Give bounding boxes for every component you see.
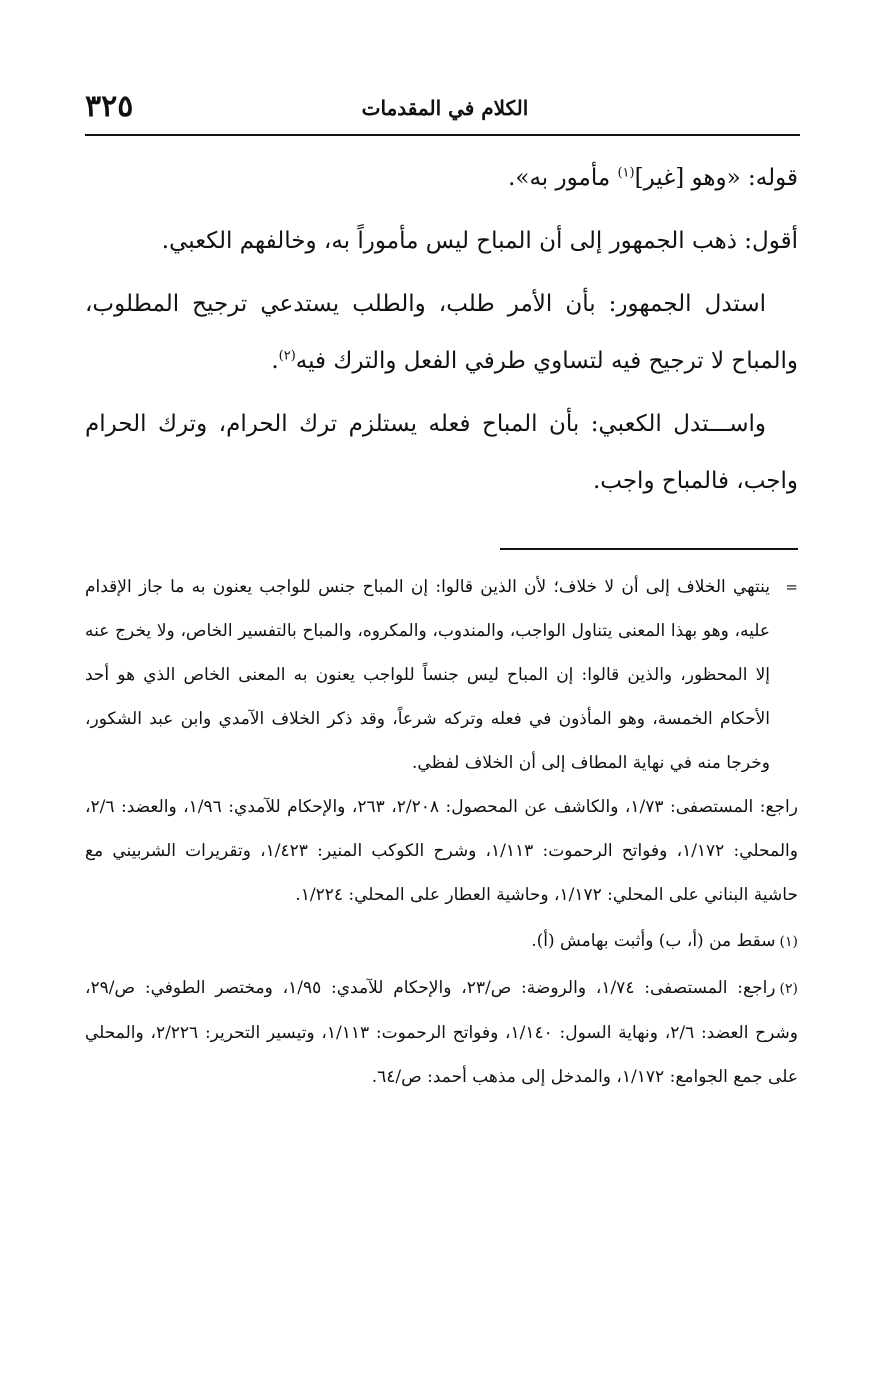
footnotes-section	[85, 565, 798, 1099]
footnote-1-number: (١)	[779, 934, 798, 950]
footnote-separator	[500, 548, 798, 550]
footnote-2	[85, 966, 798, 1099]
continuation-marker: =	[785, 578, 798, 596]
quote-paragraph	[85, 150, 798, 207]
footnote-ref-1: (١)	[617, 165, 635, 181]
footnote-continuation	[85, 565, 798, 785]
footnote-2-text: راجع: المستصفى: ١/٧٤، والروضة: ص/٢٣، والإحكام للآمدي: ١/٩٥، ومختصر الطوفي: ص/٢٩، وشرح العضد: ٢/٦، ونهاية السول: ١/١٤٠، وفواتح الرحموت: ١/١١٣، وتيسير التحرير: ٢/٢٢٦، والمحلي على جمع الجوامع: ١/١٧٢، والمدخل إلى مذهب أحمد: ص/٦٤.	[85, 978, 798, 1087]
footnote-1-text: سقط من (أ، ب) وأثبت بهامش (أ).	[531, 931, 776, 951]
page-header	[85, 88, 798, 132]
footnote-references: راجع: المستصفى: ١/٧٣، والكاشف عن المحصول: ٢/٢٠٨، ٢٦٣، والإحكام للآمدي: ١/٩٦، والعضد: ٢/٦، والمحلي: ١/١٧٢، وفواتح الرحموت: ١/١١٣، وشرح الكوكب المنير: ١/٤٢٣، وتقريرات الشربيني مع حاشية البناني على المحلي: ١/١٧٢، وحاشية العطار على المحلي: ١/٢٢٤.	[85, 797, 798, 905]
majority-argument-paragraph	[85, 276, 798, 390]
main-text	[85, 150, 798, 510]
running-title: الكلام في المقدمات	[361, 96, 529, 120]
quote-prefix: قوله: «وهو [غير]	[634, 165, 798, 191]
footnote-ref-2: (٢)	[278, 348, 296, 364]
page-number: ٣٢٥	[85, 89, 134, 124]
majority-argument-end: .	[271, 348, 279, 374]
footnote-2-number: (٢)	[779, 981, 798, 997]
commentary-paragraph: أقول: ذهب الجمهور إلى أن المباح ليس مأموراً به، وخالفهم الكعبي.	[161, 228, 798, 254]
quote-suffix: مأمور به».	[508, 165, 618, 191]
footnote-1	[85, 919, 798, 964]
header-rule	[85, 134, 800, 136]
majority-argument-text: استدل الجمهور: بأن الأمر طلب، والطلب يستدعي ترجيح المطلوب، والمباح لا ترجيح فيه لتساوي طرفي الفعل والترك فيه	[85, 291, 798, 374]
continuation-text: ينتهي الخلاف إلى أن لا خلاف؛ لأن الذين قالوا: إن المباح جنس للواجب يعنون به ما جاز الإقدام عليه، وهو بهذا المعنى يتناول الواجب، والمندوب، والمكروه، والمباح بالتفسير الخاص، ولا يخرج عنه إلا المحظور، والذين قالوا: إن المباح ليس جنساً للواجب يعنون به المعنى الخاص الذي هو أحد الأحكام الخمسة، وهو المأذون في فعله وتركه شرعاً، وقد ذكر الخلاف الآمدي وابن عبد الشكور، وخرجا منه في نهاية المطاف إلى أن الخلاف لفظي.	[85, 577, 770, 773]
kabi-argument-paragraph: واســـتدل الكعبي: بأن المباح فعله يستلزم ترك الحرام، وترك الحرام واجب، فالمباح واجب.	[85, 411, 798, 494]
